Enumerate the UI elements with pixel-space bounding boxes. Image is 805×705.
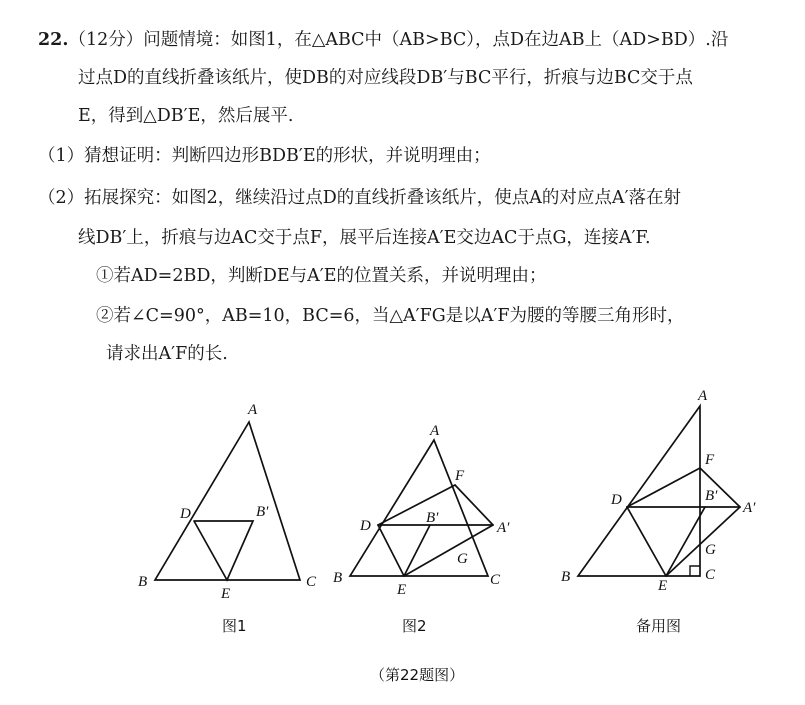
fig3-label-aprime: A′ (743, 500, 756, 516)
problem-number: 22. (38, 30, 69, 50)
problem-intro-line-3: E，得到△DB′E，然后展平. (78, 106, 294, 126)
fig2-label-d: D (360, 518, 371, 534)
fig1-label-b: B (138, 574, 148, 590)
fig3-crease-df (627, 468, 700, 507)
fig3-label-f: F (705, 452, 715, 468)
fig3-label-e: E (658, 578, 668, 594)
fig2-crease-df (378, 485, 455, 525)
fig2-label-aprime: A′ (497, 520, 510, 536)
fig2-line-de (378, 525, 404, 576)
fig1-label-bprime: B′ (256, 504, 269, 520)
fig2-label-g: G (457, 551, 468, 567)
part-2-line-1: （2）拓展探究：如图2，继续沿过点D的直线折叠该纸片，使点A的对应点A′落在射 (38, 188, 682, 208)
fig1-label-d: D (180, 506, 191, 522)
fig1-caption: 图1 (222, 617, 247, 635)
fig2-caption: 图2 (402, 617, 427, 635)
fig3-label-c: C (705, 567, 716, 583)
fig3-line-de (627, 507, 666, 576)
fig3-right-angle-mark (690, 566, 700, 576)
problem-intro-line-1: 问题情境：如图1，在△ABC中（AB>BC），点D在边AB上（AD>BD）.沿 (143, 30, 729, 50)
fig3-caption: 备用图 (636, 617, 682, 635)
fig1-triangle-abc (155, 422, 300, 580)
fig3-triangle-abc (578, 406, 700, 576)
problem-intro-line-2: 过点D的直线折叠该纸片，使DB的对应线段DB′与BC平行，折痕与边BC交于点 (78, 68, 693, 88)
fig3-label-bprime: B′ (705, 488, 718, 504)
fig1-label-e: E (221, 586, 231, 602)
sub-question-2-line-2: 请求出A′F的长. (106, 344, 228, 364)
fig3-label-a: A (698, 388, 708, 404)
sub-question-2-line-1: ②若∠C=90°，AB=10，BC=6，当△A′FG是以A′F为腰的等腰三角形时， (96, 306, 685, 326)
figure-footer-caption: （第22题图） (370, 666, 465, 684)
fig2-label-c: C (490, 572, 501, 588)
fig3-line-ea-prime (666, 507, 740, 576)
fig2-label-bprime: B′ (426, 510, 439, 526)
fig3-label-b: B (561, 569, 571, 585)
figure-3 (561, 388, 756, 635)
figure-1 (138, 402, 317, 635)
part-2-line-2: 线DB′上，折痕与边AC交于点F，展平后连接A′E交边AC于点G，连接A′F. (78, 228, 651, 248)
figure-2 (333, 423, 510, 635)
fig1-label-c: C (306, 574, 317, 590)
sub-question-1: ①若AD=2BD，判断DE与A′E的位置关系，并说明理由； (96, 266, 547, 286)
figures-area (0, 380, 805, 705)
fig2-label-e: E (397, 582, 407, 598)
fig2-label-a: A (430, 423, 440, 439)
fig3-label-d: D (611, 492, 622, 508)
fig3-label-g: G (705, 542, 716, 558)
problem-line-1 (38, 28, 728, 52)
fig2-label-f: F (455, 468, 465, 484)
fig2-label-b: B (333, 570, 343, 586)
fig1-label-a: A (248, 402, 258, 418)
part-1-text: （1）猜想证明：判断四边形BDB′E的形状，并说明理由； (38, 146, 491, 166)
fig1-rhombus-bdbe (194, 521, 253, 580)
problem-score: （12分） (68, 30, 144, 50)
